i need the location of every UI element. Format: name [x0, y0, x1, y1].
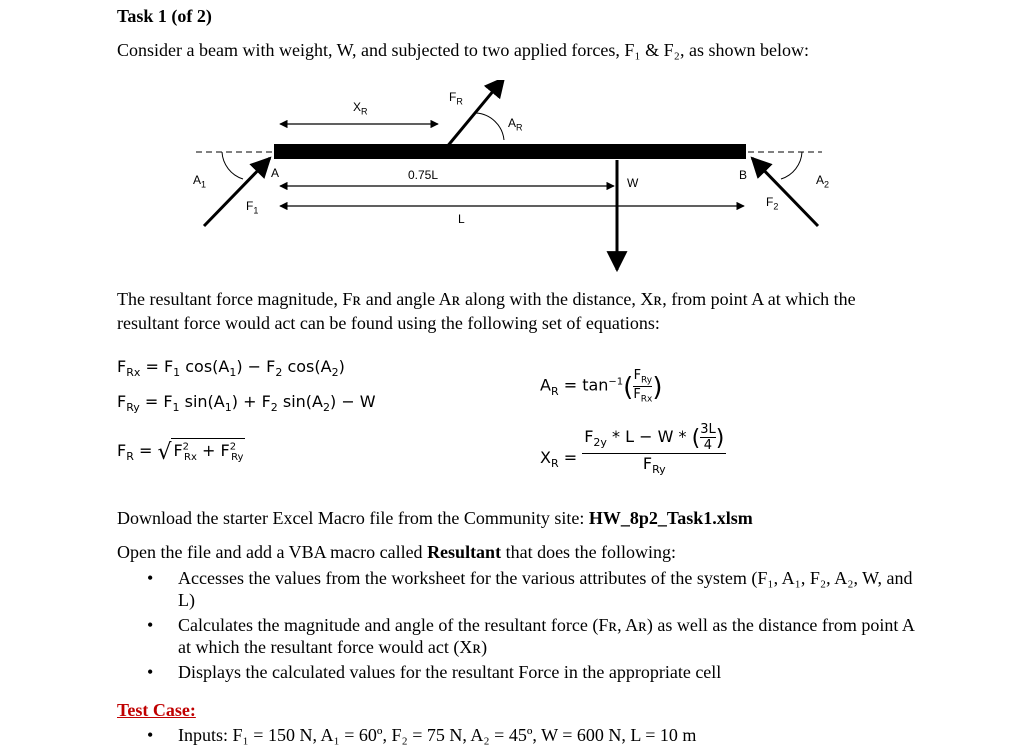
list-item: • Calculates the magnitude and angle of the resultant force (Fʀ, Aʀ) as well as the distance from point A at which the resultant force would act (Xʀ) [117, 614, 917, 658]
label-l: L [458, 212, 465, 226]
beam-diagram [0, 80, 1024, 280]
label-ar: $A_R$ [508, 116, 523, 133]
task-title: Task 1 (of 2) [117, 6, 212, 26]
label-point-b: B [739, 168, 748, 182]
label-point-a: A [271, 166, 280, 180]
a2-angle-arc [781, 152, 802, 179]
label-w: W [627, 176, 639, 190]
download-instruction: Download the starter Excel Macro file from the Community site: HW_8p2_Task1.xlsm [117, 508, 753, 528]
label-a1: $A_1$ [193, 173, 207, 190]
label-xr: $X_R$ [353, 100, 368, 117]
a1-angle-arc [222, 152, 243, 179]
label-a2: $A_2$ [816, 173, 830, 190]
label-f1: $F_1$ [246, 199, 259, 216]
resultant-paragraph: The resultant force magnitude, Fʀ and angle Aʀ along with the distance, Xʀ, from point A at which the resultant force would act can be found using the following set of equations: [117, 289, 856, 333]
macro-name: Resultant [427, 542, 502, 562]
intro-text: Consider a beam with weight, W, and subjected to two applied forces, F₁ & F₂, as shown below: [117, 40, 809, 60]
label-075l: 0.75L [408, 168, 439, 182]
test-case-label: Test Case: [117, 700, 196, 720]
equation-ar: $A_R = \tan^{-1}$( $F_{Ry}$ $F_{Rx}$ ) [540, 368, 663, 405]
equation-xr: $X_R$ = $F_{2y} * L - W$ * ( $\frac{3L}{4}$ ) $F_{Ry}$ [540, 422, 725, 477]
beam [274, 144, 746, 159]
label-fr: $F_R$ [449, 90, 463, 107]
ar-angle-arc [476, 113, 504, 140]
f2-force-arrow [752, 158, 818, 226]
list-item: • Accesses the values from the worksheet for the various attributes of the system (F₁, A₁, F₂, A₂, W, and L) [117, 567, 917, 611]
test-case-list [117, 724, 917, 749]
equation-fry: $F_{Ry} = F_1$ $\sin(A_1) + F_2$ $\sin(A_2) - W$ [117, 392, 376, 415]
list-item: • Displays the calculated values for the resultant Force in the appropriate cell [117, 661, 917, 683]
f1-force-arrow [204, 158, 270, 226]
requirements-list [117, 567, 917, 686]
equation-fr: $F_R$ = √ $F^2_{Rx} + F^2_{Ry}$ [117, 440, 244, 465]
equation-frx: $F_{Rx} = F_1$ $\cos(A_1) - F_2$ $\cos(A_2)$ [117, 357, 345, 380]
list-item: • Inputs: F₁ = 150 N, A₁ = 60º, F₂ = 75 N, A₂ = 45º, W = 600 N, L = 10 m [117, 724, 917, 746]
open-instruction: Open the file and add a VBA macro called Resultant that does the following: [117, 542, 677, 562]
label-f2: $F_2$ [766, 195, 779, 212]
download-filename: HW_8p2_Task1.xlsm [588, 508, 753, 528]
